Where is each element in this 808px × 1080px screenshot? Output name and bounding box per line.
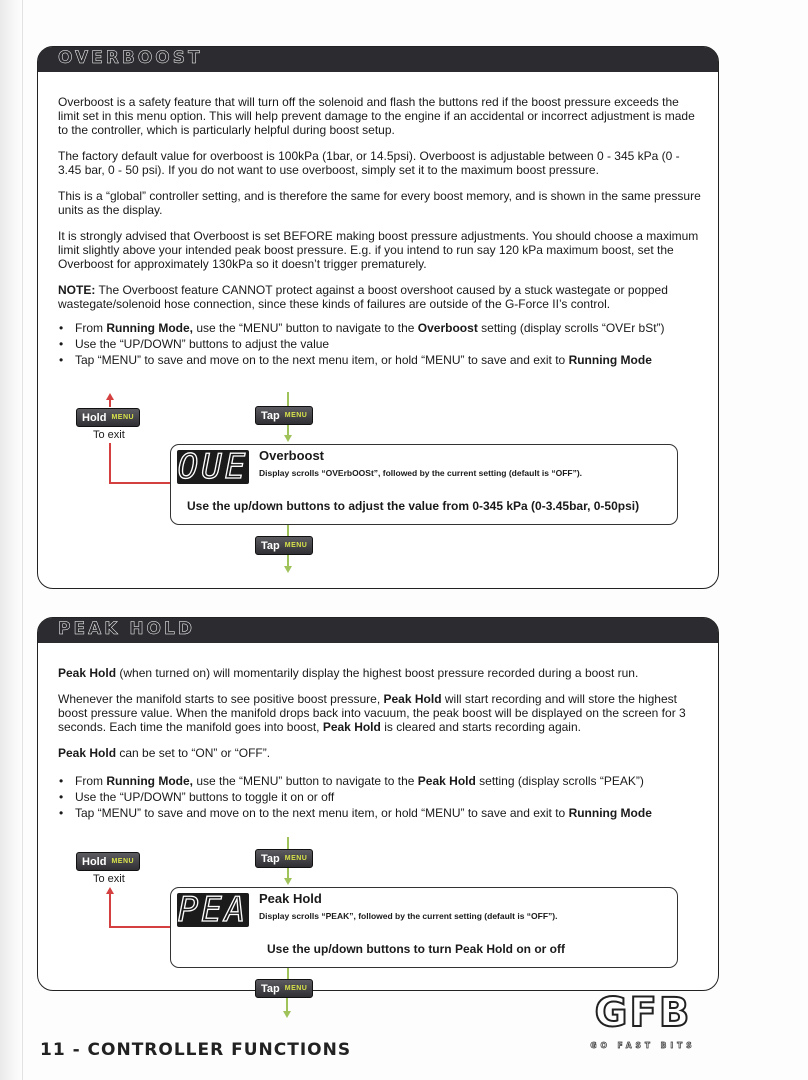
exit-line [109, 443, 111, 483]
overboost-steps [58, 321, 703, 367]
display-title: Overboost [259, 448, 325, 463]
overboost-paragraph: This is a “global” controller setting, and is therefore the same for every boost memory, and is shown in the same pressure units as the display. [58, 189, 701, 217]
flow-line [286, 998, 288, 1012]
logo-mark: GFB [594, 990, 692, 1036]
text: use the “MENU” button to navigate to the [193, 774, 418, 788]
text: (when turned on) will momentarily display the highest boost pressure recorded during a boost run. [116, 666, 639, 680]
down-arrow-icon [284, 435, 292, 442]
peak-hold-section [37, 617, 719, 995]
step-item [58, 353, 703, 367]
hold-menu-button [76, 852, 140, 871]
text: setting (display scrolls “PEAK”) [475, 774, 644, 788]
flow-line [287, 392, 289, 407]
bold-text: Peak Hold [417, 774, 476, 788]
to-exit-label: To exit [93, 873, 125, 885]
peak-hold-body [58, 666, 703, 822]
text: use the “MENU” button to navigate to the [193, 321, 418, 335]
page-binding-edge [0, 0, 23, 1080]
menu-label: MENU [284, 855, 308, 862]
menu-label: MENU [284, 985, 308, 992]
display-subtitle: Display scrolls “OVErbOOSt”, followed by the current setting (default is “OFF”). [259, 468, 583, 478]
menu-label: MENU [111, 858, 135, 865]
bold-text: Peak Hold [383, 692, 442, 706]
tap-label: Tap [261, 409, 280, 422]
step-item: • Use the “UP/DOWN” buttons to toggle it on or off [58, 790, 703, 804]
bold-text: Peak Hold [58, 746, 117, 760]
exit-line [109, 399, 111, 407]
peak-paragraph [58, 746, 703, 760]
tap-menu-button [255, 979, 313, 998]
exit-line [109, 926, 171, 928]
tap-label: Tap [261, 539, 280, 552]
overboost-note [58, 283, 703, 311]
text: From [75, 774, 107, 788]
display-title: Peak Hold [259, 891, 322, 906]
overboost-paragraph: Overboost is a safety feature that will turn off the solenoid and flash the buttons red if the boost pressure exceeds the limit set in this menu option. This will help prevent damage to the engine if an accidental or incorrect adjustment is made to the controller, which is particularly helpful during boost setup. [58, 95, 695, 137]
menu-label: MENU [284, 412, 308, 419]
step-item [58, 806, 703, 820]
text: Whenever the manifold starts to see positive boost pressure, [58, 692, 384, 706]
overboost-display-box [170, 444, 678, 525]
hold-menu-button [76, 408, 140, 427]
tap-label: Tap [261, 852, 280, 865]
down-arrow-icon [284, 878, 292, 885]
bold-text: Running Mode, [106, 321, 193, 335]
text: is cleared and starts recording again. [380, 720, 581, 734]
text: can be set to “ON” or “OFF”. [116, 746, 271, 760]
tap-menu-button [255, 406, 313, 425]
tap-menu-button [255, 536, 313, 555]
bold-text: Overboost [417, 321, 478, 335]
down-arrow-icon [283, 1011, 291, 1018]
peak-hold-display-box [170, 887, 678, 968]
exit-line [109, 893, 111, 927]
lcd-display: PEA [177, 890, 249, 930]
bold-text: Peak Hold [322, 720, 381, 734]
overboost-title: OVERBOOST [58, 48, 203, 68]
page-footer: 11 - CONTROLLER FUNCTIONS [40, 1040, 352, 1060]
note-text: The Overboost feature CANNOT protect against a boost overshoot caused by a stuck wastegate or popped wastegate/solenoid hose connection, since these kinds of failures are outside of the G-Force II’s control. [58, 283, 668, 311]
text: will start recording and will store the highest boost pressure value. When the manifold drops back into vacuum, the peak boost will be displayed on the screen for 3 seconds. Each time the manifold goes into boost, [58, 692, 686, 734]
overboost-paragraph: The factory default value for overboost is 100kPa (1bar, or 14.5psi). Overboost is adjustable between 0 - 345 kPa (0 - 3.45 bar, 0 - 50 psi). If you do not want to use overboost, simply set it to the maximum boost pressure. [58, 149, 680, 177]
display-instruction: Use the up/down buttons to turn Peak Hold on or off [267, 942, 565, 956]
text: Tap “MENU” to save and move on to the next menu item, or hold “MENU” to save and exit to [75, 806, 569, 820]
tap-label: Tap [261, 982, 280, 995]
overboost-paragraph: It is strongly advised that Overboost is set BEFORE making boost pressure adjustments. You should choose a maximum limit slightly above your intended peak boost pressure. E.g. if you intend to run say 120 kPa maximum boost, set the Overboost for approximately 130kPa so it doesn’t trigger prematurely. [58, 229, 699, 271]
text: Tap “MENU” to save and move on to the next menu item, or hold “MENU” to save and exit to [75, 353, 569, 367]
step-item: • Use the “UP/DOWN” buttons to adjust the value [58, 337, 703, 351]
step-item [58, 774, 703, 788]
hold-label: Hold [82, 855, 107, 868]
text: setting (display scrolls “OVEr bSt”) [477, 321, 665, 335]
bold-text: Running Mode, [106, 774, 193, 788]
note-label: NOTE: [58, 283, 96, 297]
peak-hold-title: PEAK HOLD [58, 619, 195, 639]
menu-label: MENU [111, 414, 135, 421]
gfb-logo [574, 990, 712, 1056]
step-item [58, 321, 703, 335]
lcd-display: OUE [177, 447, 249, 487]
menu-label: MENU [284, 542, 308, 549]
overboost-section [37, 46, 719, 589]
bold-text: Peak Hold [58, 666, 117, 680]
to-exit-label: To exit [93, 429, 125, 441]
logo-tagline: GO FAST BITS [590, 1041, 696, 1050]
display-instruction: Use the up/down buttons to adjust the value from 0-345 kPa (0-3.45bar, 0-50psi) [187, 499, 640, 513]
text: From [75, 321, 107, 335]
display-subtitle: Display scrolls “PEAK”, followed by the current setting (default is “OFF”). [259, 911, 558, 921]
peak-paragraph [58, 692, 703, 734]
exit-line [109, 482, 171, 484]
tap-menu-button [255, 849, 313, 868]
peak-paragraph [58, 666, 703, 680]
hold-label: Hold [82, 411, 107, 424]
bold-text: Running Mode [568, 353, 652, 367]
down-arrow-icon [284, 566, 292, 573]
bold-text: Running Mode [568, 806, 652, 820]
overboost-body [58, 95, 703, 369]
peak-steps [58, 774, 703, 820]
